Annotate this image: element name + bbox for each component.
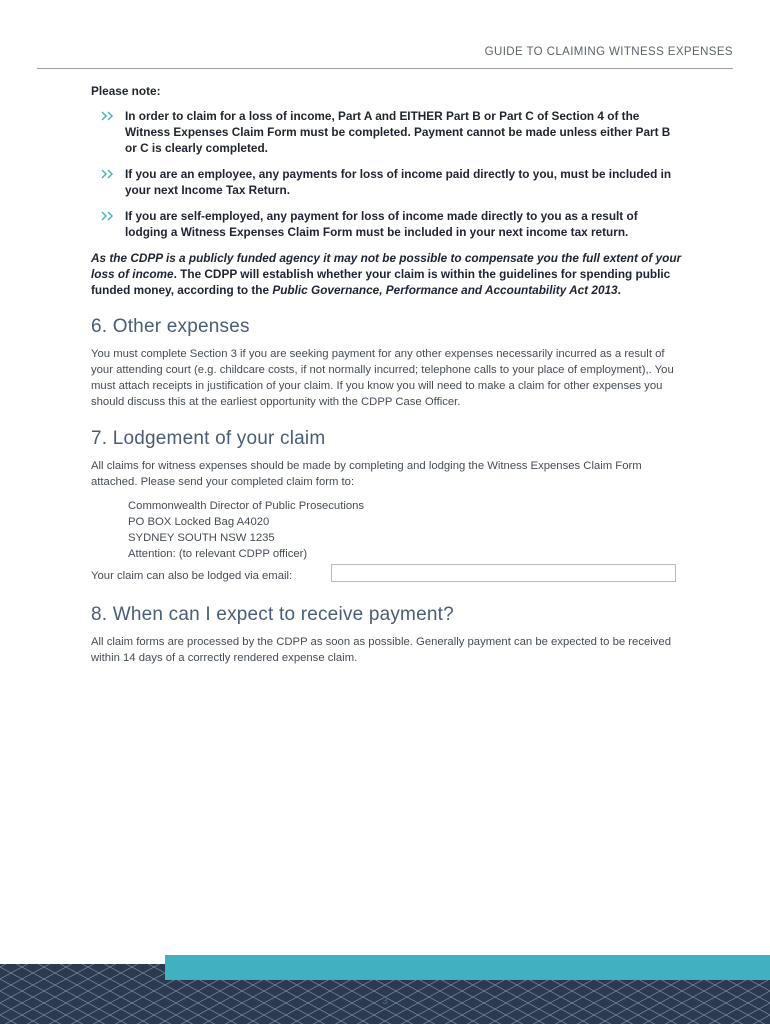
mailing-address	[128, 498, 683, 562]
note-bullet-1	[91, 108, 683, 156]
section-6-body: You must complete Section 3 if you are seeking payment for any other expenses necessarily incurred as a result of your attending court (e.g. childcare costs, if not normally incurred; telephone calls to your place of employment),. You must attach receipts in justification of your claim. If you know you will need to make a claim for other expenses you should discuss this at the earliest opportunity with the CDPP Case Officer.	[91, 348, 674, 408]
header-title: GUIDE TO CLAIMING WITNESS EXPENSES	[484, 46, 733, 58]
note-bullet-2	[91, 166, 683, 198]
note-bullet-list	[91, 108, 683, 240]
address-line-3: SYDNEY SOUTH NSW 1235	[128, 532, 275, 544]
section-6-heading: 6. Other expenses	[91, 316, 250, 337]
address-line-4: Attention: (to relevant CDPP officer)	[128, 548, 308, 560]
note-bullet-text: If you are an employee, any payments for loss of income paid directly to you, must be included in your next Income Tax Return.	[125, 167, 672, 197]
page-content	[91, 84, 683, 666]
note-bullet-text: In order to claim for a loss of income, Part A and EITHER Part B or Part C of Section 4 of the Witness Expenses Claim Form must be completed. Payment cannot be made unless either Part B or C is clearly completed.	[125, 109, 671, 155]
double-chevron-icon	[101, 111, 117, 121]
address-line-2: PO BOX Locked Bag A4020	[128, 516, 270, 528]
section-8-heading: 8. When can I expect to receive payment?	[91, 604, 454, 625]
page-header	[37, 44, 733, 69]
act-name: Public Governance, Performance and Accountability Act 2013	[272, 283, 618, 297]
section-8-body: All claim forms are processed by the CDPP as soon as possible. Generally payment can be expected to be received within 14 days of a correctly rendered expense claim.	[91, 636, 671, 664]
double-chevron-icon	[101, 169, 117, 179]
address-line-1: Commonwealth Director of Public Prosecutions	[128, 500, 365, 512]
section-7-body: All claims for witness expenses should be made by completing and lodging the Witness Expenses Claim Form attached. Please send your completed claim form to:	[91, 460, 642, 488]
note-label: Please note:	[91, 84, 161, 98]
email-row	[91, 564, 683, 586]
note-bullet-text: If you are self-employed, any payment for loss of income made directly to you as a result of lodging a Witness Expenses Claim Form must be included in your next income tax return.	[125, 209, 638, 239]
page-number: 3	[382, 996, 388, 1007]
page-footer	[0, 955, 770, 1024]
section-7-heading: 7. Lodgement of your claim	[91, 428, 326, 449]
email-field[interactable]	[331, 564, 676, 582]
note-bullet-3	[91, 208, 683, 240]
double-chevron-icon	[101, 211, 117, 221]
funding-note-paragraph	[91, 250, 683, 298]
funding-note-italic-1: As the CDPP is a publicly funded agency it may not be possible to compensate you the full extent of your loss of income	[91, 251, 682, 281]
funding-note-text-1: . The CDPP will establish whether your claim is within the guidelines for spending public funded money, according to the	[91, 267, 671, 297]
footer-accent-bar	[165, 955, 770, 980]
email-label: Your claim can also be lodged via email:	[91, 570, 293, 582]
funding-note-text-2: .	[617, 283, 621, 297]
